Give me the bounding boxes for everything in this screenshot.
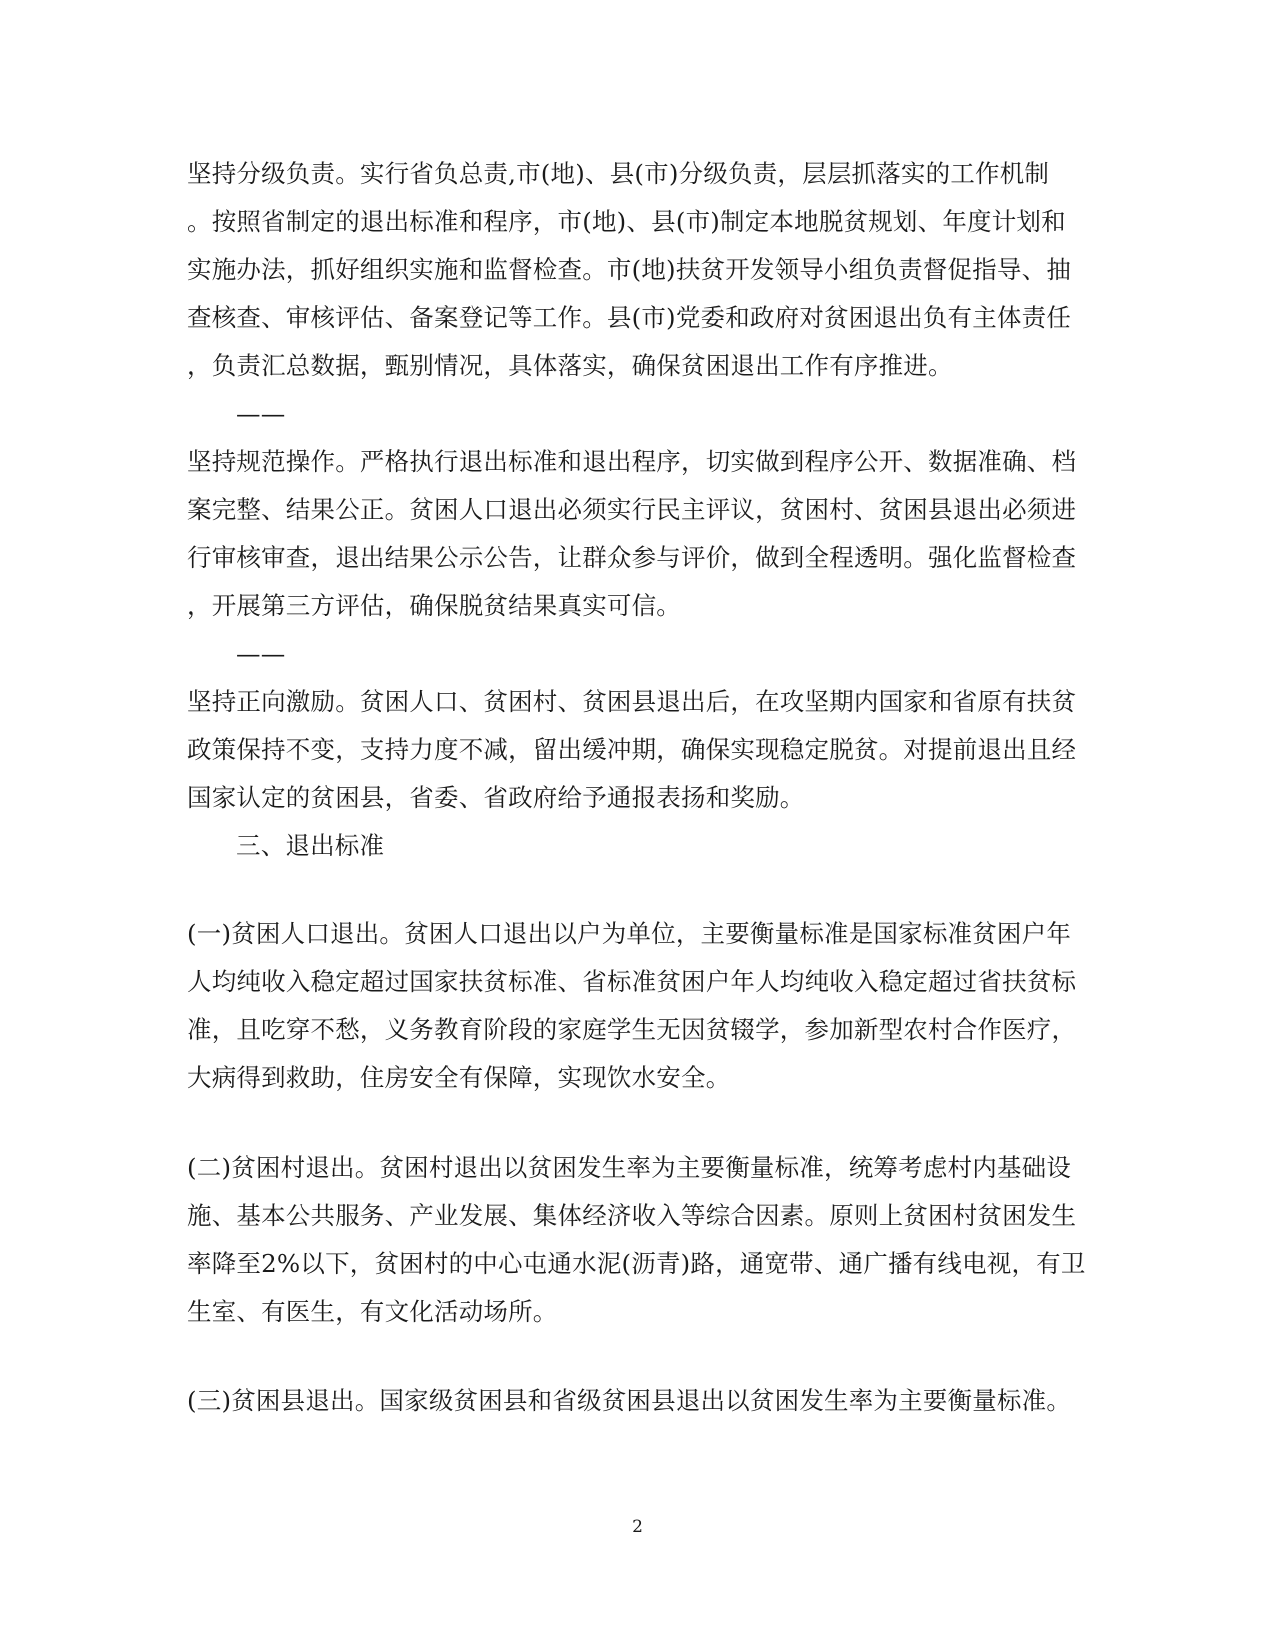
text-line: (三)贫困县退出。国家级贫困县和省级贫困县退出以贫困发生率为主要衡量标准。: [187, 1386, 1072, 1415]
text-line: 坚持正向激励。贫困人口、贫困村、贫困县退出后，在攻坚期内国家和省原有扶贫: [187, 687, 1077, 716]
text-line: 政策保持不变，支持力度不减，留出缓冲期，确保实现稳定脱贫。对提前退出且经: [187, 735, 1077, 764]
text-line: 查核查、审核评估、备案登记等工作。县(市)党委和政府对贫困退出负有主体责任: [187, 303, 1072, 332]
text-line: 国家认定的贫困县，省委、省政府给予通报表扬和奖励。: [187, 783, 805, 812]
text-line: 实施办法，抓好组织实施和监督检查。市(地)扶贫开发领导小组负责督促指导、抽: [187, 255, 1072, 284]
text-line: 坚持分级负责。实行省负总责,市(地)、县(市)分级负责，层层抓落实的工作机制: [187, 159, 1050, 188]
text-line: 大病得到救助，住房安全有保障，实现饮水安全。: [187, 1063, 731, 1092]
text-line: ，开展第三方评估，确保脱贫结果真实可信。: [187, 591, 681, 620]
dash-separator: ——: [236, 639, 286, 668]
page-number: 2: [632, 1517, 643, 1537]
dash-separator: ——: [236, 399, 286, 428]
text-line: 坚持规范操作。严格执行退出标准和退出程序，切实做到程序公开、数据准确、档: [187, 447, 1077, 476]
text-line: 。按照省制定的退出标准和程序，市(地)、县(市)制定本地脱贫规划、年度计划和: [187, 207, 1066, 236]
text-line: 率降至2%以下，贫困村的中心屯通水泥(沥青)路，通宽带、通广播有线电视，有卫: [187, 1249, 1086, 1278]
text-line: ，负责汇总数据，甄别情况，具体落实，确保贫困退出工作有序推进。: [187, 351, 953, 380]
text-line: 人均纯收入稳定超过国家扶贫标准、省标准贫困户年人均纯收入稳定超过省扶贫标: [187, 967, 1077, 996]
text-line: 行审核审查，退出结果公示公告，让群众参与评价，做到全程透明。强化监督检查: [187, 543, 1077, 572]
text-line: 准，且吃穿不愁，义务教育阶段的家庭学生无因贫辍学，参加新型农村合作医疗，: [187, 1015, 1077, 1044]
text-line: 施、基本公共服务、产业发展、集体经济收入等综合因素。原则上贫困村贫困发生: [187, 1201, 1077, 1230]
text-line: (二)贫困村退出。贫困村退出以贫困发生率为主要衡量标准，统筹考虑村内基础设: [187, 1153, 1072, 1182]
text-line: 生室、有医生，有文化活动场所。: [187, 1297, 558, 1326]
section-heading: 三、退出标准: [236, 831, 385, 860]
text-line: 案完整、结果公正。贫困人口退出必须实行民主评议，贫困村、贫困县退出必须进: [187, 495, 1077, 524]
text-line: (一)贫困人口退出。贫困人口退出以户为单位，主要衡量标准是国家标准贫困户年: [187, 919, 1072, 948]
